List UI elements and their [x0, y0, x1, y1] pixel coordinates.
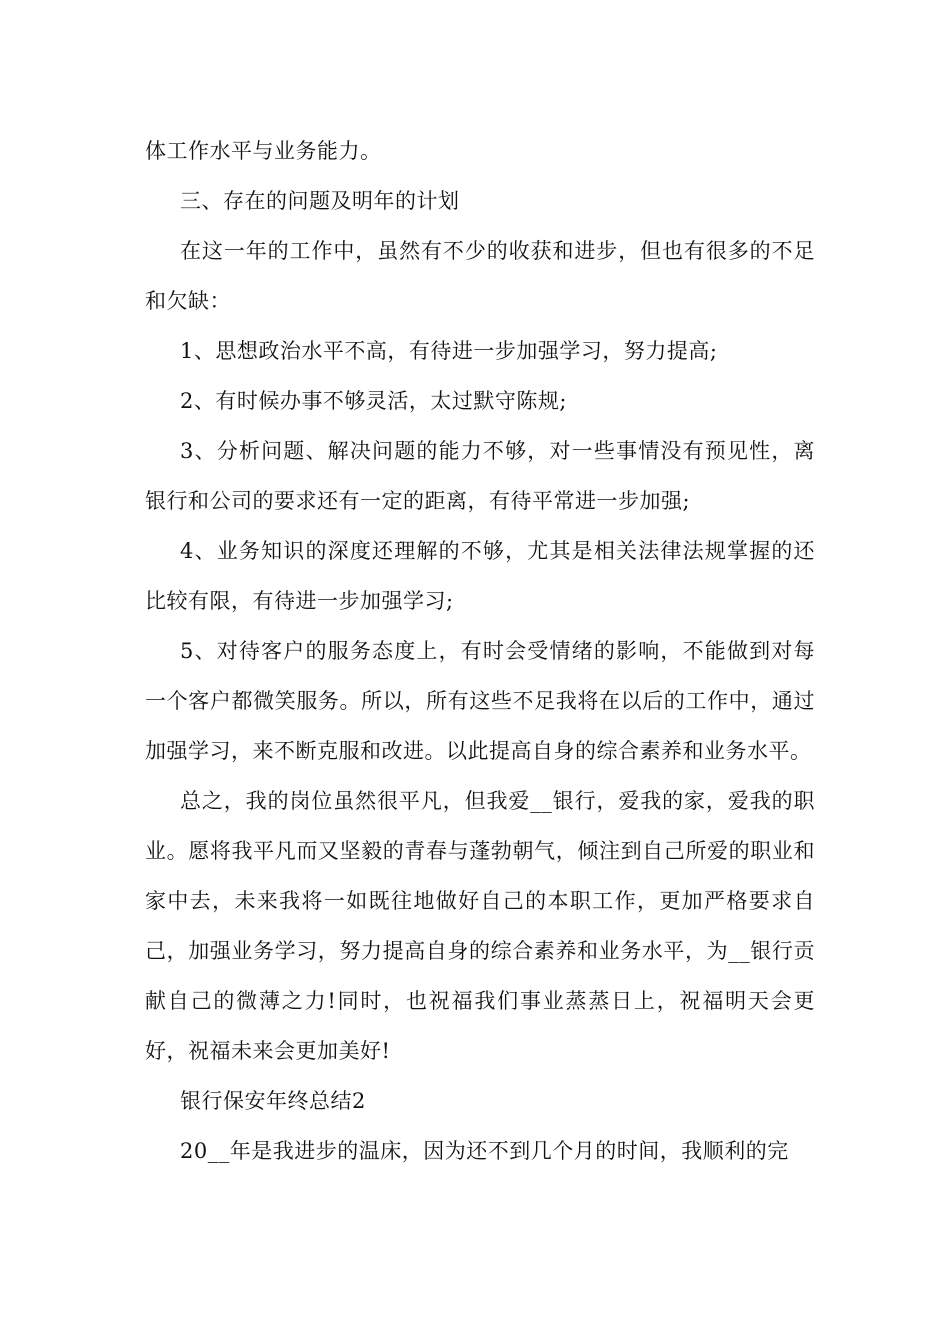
- list-item: 4、业务知识的深度还理解的不够，尤其是相关法律法规掌握的还比较有限，有待进一步加强学习;: [145, 539, 815, 613]
- document-body: [145, 126, 815, 1176]
- section-heading: 银行保安年终总结2: [180, 1089, 366, 1113]
- paragraph: 20__年是我进步的温床，因为还不到几个月的时间，我顺利的完: [180, 1139, 789, 1163]
- list-item: 2、有时候办事不够灵活，太过默守陈规;: [180, 389, 567, 413]
- section-heading: 三、存在的问题及明年的计划: [180, 189, 460, 213]
- list-item: 5、对待客户的服务态度上，有时会受情绪的影响，不能做到对每一个客户都微笑服务。所以，所有这些不足我将在以后的工作中，通过加强学习，来不断克服和改进。以此提高自身的综合素养和业务水平。: [145, 639, 815, 763]
- list-item: 1、思想政治水平不高，有待进一步加强学习，努力提高;: [180, 339, 718, 363]
- paragraph: 在这一年的工作中，虽然有不少的收获和进步，但也有很多的不足和欠缺：: [145, 239, 815, 313]
- list-item: 3、分析问题、解决问题的能力不够，对一些事情没有预见性，离银行和公司的要求还有一定的距离，有待平常进一步加强;: [145, 439, 815, 513]
- paragraph: 体工作水平与业务能力。: [145, 139, 382, 163]
- paragraph: 总之，我的岗位虽然很平凡，但我爱__银行，爱我的家，爱我的职业。愿将我平凡而又坚毅的青春与蓬勃朝气，倾注到自己所爱的职业和家中去，未来我将一如既往地做好自己的本职工作，更加严格要求自己，加强业务学习，努力提高自身的综合素养和业务水平，为__银行贡献自己的微薄之力!同时，也祝福我们事业蒸蒸日上，祝福明天会更好，祝福未来会更加美好!: [145, 789, 815, 1063]
